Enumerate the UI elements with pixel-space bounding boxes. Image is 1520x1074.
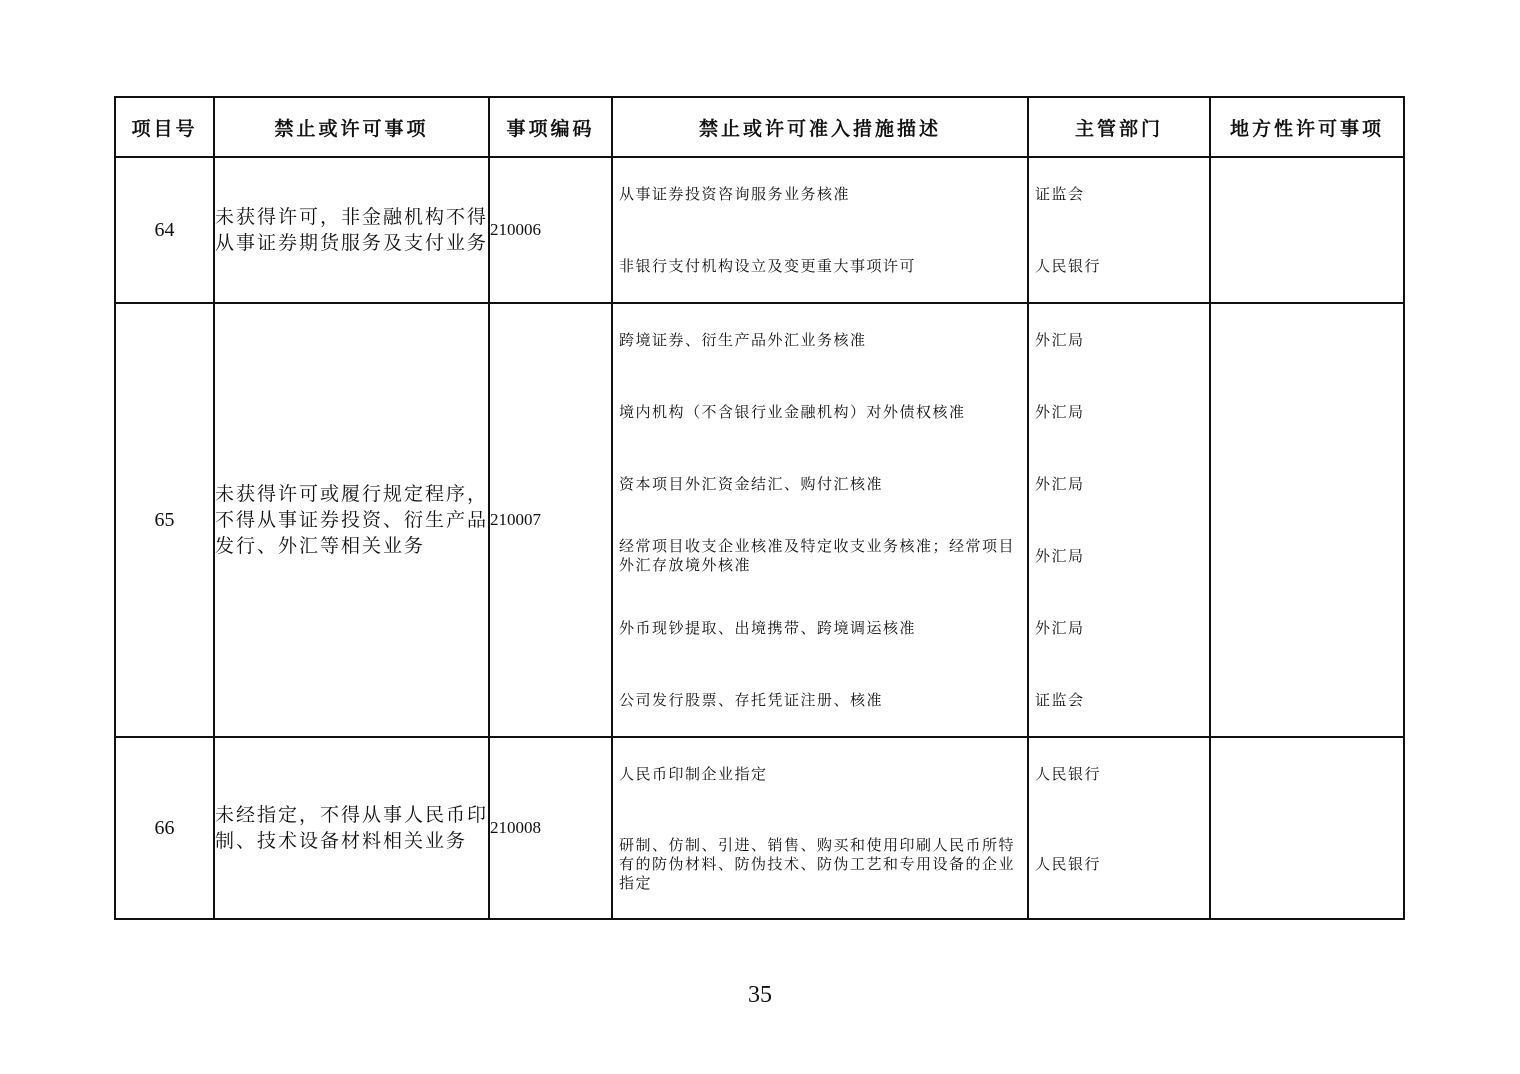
department-list (1028, 737, 1210, 919)
table-row (115, 737, 1404, 919)
table-row (115, 303, 1404, 737)
item-category: 未获得许可或履行规定程序，不得从事证券投资、衍生产品发行、外汇等相关业务 (214, 303, 489, 737)
department-list (1028, 303, 1210, 737)
department-item: 人民银行 (1035, 854, 1102, 873)
header-item-number: 项目号 (115, 97, 214, 157)
local-license-cell (1210, 303, 1404, 737)
item-category: 未获得许可，非金融机构不得从事证券期货服务及支付业务 (214, 157, 489, 303)
item-code: 210007 (489, 303, 612, 737)
item-number: 66 (115, 737, 214, 919)
item-number: 64 (115, 157, 214, 303)
measure-item: 资本项目外汇资金结汇、购付汇核准 (619, 474, 884, 493)
item-number: 65 (115, 303, 214, 737)
measure-item: 人民币印制企业指定 (619, 764, 768, 783)
measure-item: 境内机构（不含银行业金融机构）对外债权核准 (619, 402, 966, 421)
header-category: 禁止或许可事项 (214, 97, 489, 157)
measure-item: 非银行支付机构设立及变更重大事项许可 (619, 256, 917, 275)
item-code: 210008 (489, 737, 612, 919)
measure-list (612, 737, 1028, 919)
department-item: 人民银行 (1035, 256, 1102, 275)
department-item: 外汇局 (1035, 474, 1085, 493)
measure-item: 跨境证券、衍生产品外汇业务核准 (619, 330, 867, 349)
header-department: 主管部门 (1028, 97, 1210, 157)
header-local-license: 地方性许可事项 (1210, 97, 1404, 157)
measure-item: 研制、仿制、引进、销售、购买和使用印刷人民币所特有的防伪材料、防伪技术、防伪工艺和专用设备的企业指定 (619, 835, 1016, 892)
department-item: 外汇局 (1035, 330, 1085, 349)
department-item: 证监会 (1035, 690, 1085, 709)
measure-item: 公司发行股票、存托凭证注册、核准 (619, 690, 884, 709)
department-item: 人民银行 (1035, 764, 1102, 783)
measure-item: 外币现钞提取、出境携带、跨境调运核准 (619, 618, 917, 637)
local-license-cell (1210, 737, 1404, 919)
header-measure: 禁止或许可准入措施描述 (612, 97, 1028, 157)
department-item: 证监会 (1035, 184, 1085, 203)
item-category: 未经指定，不得从事人民币印制、技术设备材料相关业务 (214, 737, 489, 919)
local-license-cell (1210, 157, 1404, 303)
regulation-table (114, 96, 1405, 920)
department-item: 外汇局 (1035, 402, 1085, 421)
measure-list (612, 157, 1028, 303)
item-code: 210006 (489, 157, 612, 303)
department-list (1028, 157, 1210, 303)
table-header-row (115, 97, 1404, 157)
department-item: 外汇局 (1035, 618, 1085, 637)
measure-item: 从事证券投资咨询服务业务核准 (619, 184, 851, 203)
measure-list (612, 303, 1028, 737)
table-row (115, 157, 1404, 303)
header-code: 事项编码 (489, 97, 612, 157)
department-item: 外汇局 (1035, 546, 1085, 565)
page-number: 35 (748, 982, 772, 1008)
measure-item: 经常项目收支企业核准及特定收支业务核准；经常项目外汇存放境外核准 (619, 537, 1016, 574)
